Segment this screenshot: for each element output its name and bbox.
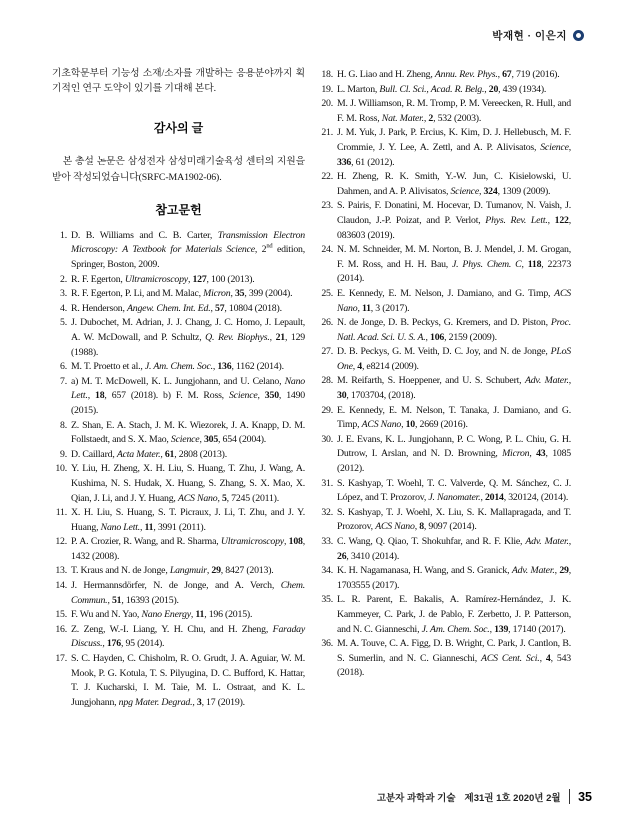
- reference-text: F. Wu and N. Yao, Nano Energy, 11, 196 (2015).: [71, 609, 253, 621]
- reference-item: [52, 419, 305, 448]
- reference-number: 28.: [321, 375, 333, 387]
- reference-number: 6.: [60, 361, 67, 373]
- reference-item: [318, 535, 571, 564]
- reference-item: [52, 623, 305, 652]
- reference-number: 7.: [60, 375, 67, 387]
- reference-text: S. Pairis, F. Donatini, M. Hocevar, D. Tumanov, N. Vaish, J. Claudon, J.-P. Poizat, and P. Verlot, Phys. Rev. Lett., 122, 083603 (2019).: [337, 200, 572, 241]
- reference-text: M. A. Touve, C. A. Figg, D. B. Wright, C. Park, J. Cantlon, B. S. Sumerlin, and N. C. Gianneschi, ACS Cent. Sci., 4, 543 (2018).: [337, 638, 572, 679]
- page-footer: [377, 789, 592, 804]
- reference-text: D. B. Williams and C. B. Carter, Transmission Electron Microscopy: A Textbook for Materials Science, 2nd edition, Springer, Boston, 2009.: [71, 229, 306, 270]
- reference-number: 26.: [321, 317, 333, 329]
- reference-text: T. Kraus and N. de Jonge, Langmuir, 29, 8427 (2013).: [71, 565, 274, 577]
- reference-text: C. Wang, Q. Qiao, T. Shokuhfar, and R. F. Klie, Adv. Mater., 26, 3410 (2014).: [337, 536, 571, 562]
- reference-number: 3.: [60, 288, 67, 300]
- reference-item: [52, 448, 305, 463]
- reference-number: 5.: [60, 317, 67, 329]
- reference-item: [318, 404, 571, 433]
- reference-text: D. Caillard, Acta Mater., 61, 2808 (2013).: [71, 448, 227, 460]
- reference-text: J. E. Evans, K. L. Jungjohann, P. C. Wong, P. L. Chiu, G. H. Dutrow, I. Arslan, and N. D. Browning, Micron, 43, 1085 (2012).: [337, 433, 571, 475]
- reference-number: 9.: [60, 448, 67, 460]
- reference-item: [318, 564, 571, 593]
- reference-text: E. Kennedy, E. M. Nelson, J. Damiano, and G. Timp, ACS Nano, 11, 3 (2017).: [337, 287, 571, 314]
- reference-text: D. B. Peckys, G. M. Veith, D. C. Joy, and N. de Jonge, PLoS One, 4, e8214 (2009).: [337, 346, 571, 372]
- reference-number: 27.: [321, 346, 333, 358]
- reference-number: 29.: [321, 404, 333, 416]
- reference-number: 21.: [321, 127, 333, 139]
- reference-item: [318, 345, 571, 374]
- reference-number: 23.: [321, 200, 333, 212]
- reference-text: H. Zheng, R. K. Smith, Y.-W. Jun, C. Kisielowski, U. Dahmen, and A. P. Alivisatos, Science, 324, 1309 (2009).: [337, 171, 571, 197]
- reference-text: E. Kennedy, E. M. Nelson, T. Tanaka, J. Damiano, and G. Timp, ACS Nano, 10, 2669 (2016).: [337, 404, 571, 431]
- reference-number: 33.: [321, 536, 333, 547]
- reference-text: P. A. Crozier, R. Wang, and R. Sharma, Ultramicroscopy, 108, 1432 (2008).: [71, 536, 306, 562]
- reference-number: 16.: [55, 623, 67, 635]
- reference-text: R. Henderson, Angew. Chem. Int. Ed., 57, 10804 (2018).: [71, 302, 282, 314]
- header-authors: 박재현 · 이은지: [492, 30, 567, 42]
- reference-number: 4.: [60, 302, 67, 314]
- reference-list-left: [52, 229, 305, 711]
- reference-text: N. de Jonge, D. B. Peckys, G. Kremers, and D. Piston, Proc. Natl. Acad. Sci. U. S. A., 106, 2159 (2009).: [337, 317, 571, 343]
- reference-number: 11.: [55, 507, 67, 519]
- reference-item: [52, 462, 305, 506]
- footer-journal-title: 고분자 과학과 기술: [376, 792, 456, 804]
- reference-text: J. Dubochet, M. Adrian, J. J. Chang, J. C. Homo, J. Lepault, A. W. McDowall, and P. Schultz, Q. Rev. Biophys., 21, 129 (1988).: [71, 317, 306, 358]
- footer-divider: [569, 789, 571, 804]
- reference-number: 15.: [55, 609, 67, 621]
- reference-text: L. R. Parent, E. Bakalis, A. Ramírez-Hernández, J. K. Kammeyer, C. Park, J. de Pablo, F. Zerbetto, J. P. Patterson, and N. C. Gianneschi, J. Am. Chem. Soc., 139, 17140 (2017).: [337, 594, 571, 635]
- reference-number: 13.: [55, 565, 67, 577]
- acknowledgment-title: 감사의 글: [153, 121, 204, 136]
- reference-item: [318, 199, 571, 243]
- reference-number: 25.: [321, 287, 333, 299]
- reference-number: 31.: [321, 477, 333, 489]
- reference-item: [318, 170, 571, 199]
- reference-number: 12.: [55, 536, 67, 548]
- reference-item: [318, 126, 571, 170]
- reference-number: 36.: [321, 638, 333, 650]
- reference-text: J. M. Yuk, J. Park, P. Ercius, K. Kim, D. J. Hellebusch, M. F. Crommie, J. Y. Lee, A. Zettl, and A. P. Alivisatos, Science, 336, 61 (2012).: [337, 127, 571, 168]
- reference-text: Y. Liu, H. Zheng, X. H. Liu, S. Huang, T. Zhu, J. Wang, A. Kushima, N. S. Hudak, X. Huang, S. Zhang, S. X. Mao, X. Qian, J. Li, and J. Y. Huang, ACS Nano, 5, 7245 (2011).: [71, 463, 305, 504]
- reference-number: 22.: [321, 171, 333, 183]
- reference-text: N. M. Schneider, M. M. Norton, B. J. Mendel, J. M. Grogan, F. M. Ross, and H. H. Bau, J. Phys. Chem. C, 118, 22373 (2014).: [337, 244, 572, 285]
- reference-item: [318, 374, 571, 403]
- reference-item: [318, 593, 571, 637]
- reference-number: 10.: [55, 463, 67, 475]
- reference-item: [52, 564, 305, 579]
- reference-item: [318, 506, 571, 535]
- reference-item: [52, 302, 305, 317]
- reference-text: S. C. Hayden, C. Chisholm, R. O. Grudt, J. A. Aguiar, W. M. Mook, P. G. Kotula, T. S. Pilyugina, D. C. Bufford, K. Hattar, T. J. Kucharski, I. M. Taie, M. L. Ostraat, and K. L. Jungjohann, npg Mater. Degrad., 3, 17 (2019).: [71, 653, 305, 708]
- reference-text: K. H. Nagamanasa, H. Wang, and S. Granick, Adv. Mater., 29, 1703555 (2017).: [337, 565, 571, 591]
- reference-number: 8.: [60, 419, 67, 431]
- reference-item: [52, 375, 305, 419]
- reference-text: Z. Shan, E. A. Stach, J. M. K. Wiezorek, J. A. Knapp, D. M. Follstaedt, and S. X. Mao, Science, 305, 654 (2004).: [71, 419, 305, 446]
- reference-item: [52, 287, 305, 302]
- reference-number: 35.: [321, 594, 333, 606]
- reference-item: [52, 535, 305, 564]
- reference-item: [318, 433, 571, 477]
- page-header: [492, 28, 584, 43]
- reference-item: [52, 579, 305, 608]
- reference-text: X. H. Liu, S. Huang, S. T. Picraux, J. Li, T. Zhu, and J. Y. Huang, Nano Lett., 11, 3991 (2011).: [71, 507, 305, 533]
- reference-text: R. F. Egerton, P. Li, and M. Malac, Micron, 35, 399 (2004).: [71, 288, 293, 300]
- reference-text: S. Kashyap, T. J. Woehl, X. Liu, S. K. Mallapragada, and T. Prozorov, ACS Nano, 8, 9097 (2014).: [337, 506, 571, 533]
- reference-number: 14.: [55, 580, 67, 592]
- reference-item: [318, 243, 571, 287]
- references-title: 참고문헌: [155, 202, 202, 217]
- reference-text: H. G. Liao and H. Zheng, Annu. Rev. Phys., 67, 719 (2016).: [337, 69, 560, 80]
- author-ring-icon: [573, 30, 584, 41]
- right-column: [318, 66, 571, 710]
- reference-number: 24.: [321, 244, 333, 256]
- footer-issue: 제31권 1호 2020년 2월: [464, 792, 561, 804]
- intro-paragraph: 기초학문부터 기능성 소재/소자를 개발하는 응용분야까지 획기적인 연구 도약이 있기를 기대해 본다.: [52, 68, 305, 95]
- reference-item: [318, 477, 571, 506]
- reference-item: [52, 608, 305, 623]
- reference-number: 19.: [321, 83, 333, 95]
- reference-number: 17.: [55, 653, 67, 665]
- footer-page-number: 35: [578, 789, 592, 804]
- reference-item: [52, 316, 305, 360]
- reference-item: [318, 97, 571, 126]
- reference-text: M. T. Proetto et al., J. Am. Chem. Soc., 136, 1162 (2014).: [71, 361, 284, 373]
- reference-list-right: [318, 68, 571, 681]
- page-body: [52, 66, 571, 710]
- reference-text: S. Kashyap, T. Woehl, T. C. Valverde, Q. M. Sánchez, C. J. López, and T. Prozorov, J. Nanomater., 2014, 320124, (2014).: [337, 477, 571, 504]
- reference-number: 32.: [321, 506, 333, 518]
- reference-item: [52, 229, 305, 273]
- reference-item: [318, 83, 571, 98]
- left-column: [52, 66, 305, 710]
- reference-item: [318, 316, 571, 345]
- reference-item: [52, 273, 305, 288]
- reference-item: [318, 637, 571, 681]
- reference-text: L. Marton, Bull. Cl. Sci., Acad. R. Belg., 20, 439 (1934).: [337, 83, 547, 95]
- reference-text: M. Reifarth, S. Hoeppener, and U. S. Schubert, Adv. Mater., 30, 1703704, (2018).: [337, 375, 571, 402]
- reference-item: [318, 68, 571, 83]
- reference-number: 1.: [60, 229, 67, 241]
- reference-text: M. J. Williamson, R. M. Tromp, P. M. Vereecken, R. Hull, and F. M. Ross, Nat. Mater., 2, 532 (2003).: [337, 98, 571, 124]
- reference-item: [52, 652, 305, 710]
- reference-text: a) M. T. McDowell, K. L. Jungjohann, and U. Celano, Nano Lett., 18, 657 (2018). b) F. M. Ross, Science, 350, 1490 (2015).: [71, 375, 305, 416]
- reference-number: 30.: [321, 433, 333, 445]
- reference-item: [318, 287, 571, 316]
- reference-text: Z. Zeng, W.-I. Liang, Y. H. Chu, and H. Zheng, Faraday Discuss., 176, 95 (2014).: [71, 623, 305, 650]
- reference-item: [52, 360, 305, 375]
- reference-number: 20.: [321, 98, 333, 110]
- reference-number: 2.: [60, 273, 67, 285]
- reference-text: J. Hermannsdörfer, N. de Jonge, and A. Verch, Chem. Commun., 51, 16393 (2015).: [71, 580, 305, 606]
- reference-number: 18.: [321, 69, 333, 80]
- acknowledgment-body: 본 총설 논문은 삼성전자 삼성미래기술육성 센터의 지원을 받아 작성되었습니다(SRFC-MA1902-06).: [52, 156, 305, 183]
- reference-number: 34.: [321, 565, 333, 577]
- reference-text: R. F. Egerton, Ultramicroscopy, 127, 100 (2013).: [71, 273, 255, 285]
- reference-item: [52, 506, 305, 535]
